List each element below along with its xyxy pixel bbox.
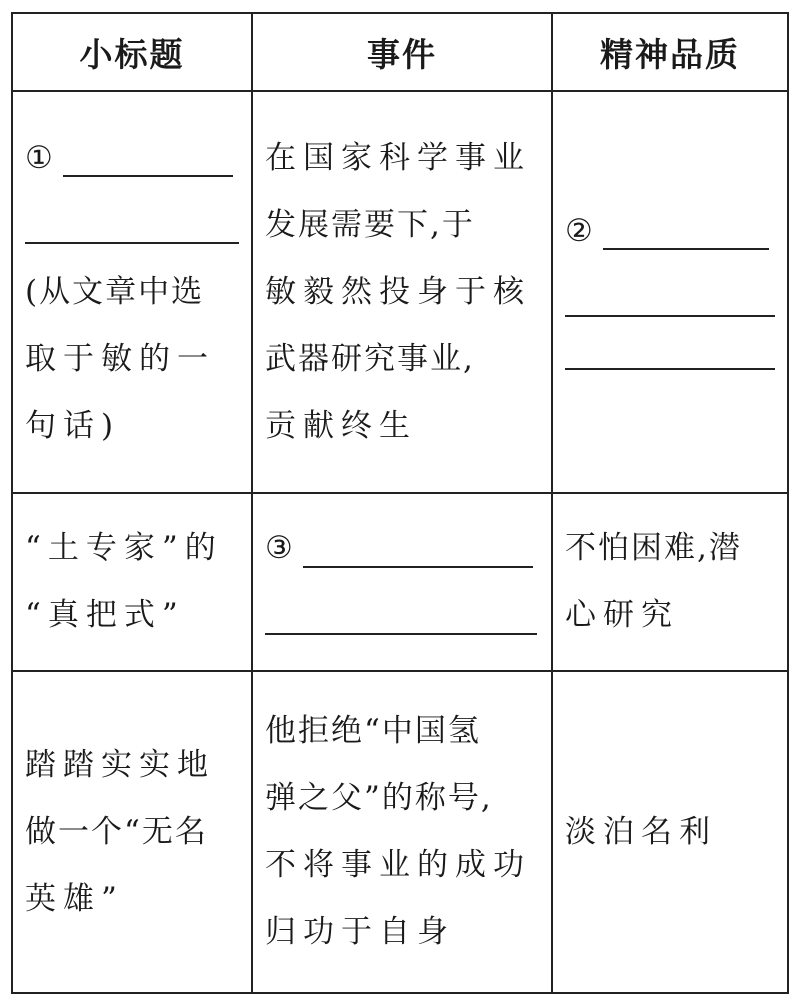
blank-marker: ③	[265, 530, 293, 566]
text-line: 他拒绝“中国氢	[265, 713, 481, 749]
text-line: 发展需要下,于	[265, 206, 475, 243]
header-row	[12, 13, 788, 91]
text-line: 淡泊名利	[565, 813, 717, 850]
text-line: 英雄”	[25, 880, 124, 917]
text-line: 敏毅然投身于核	[265, 273, 531, 310]
answer-line-1	[565, 198, 775, 265]
answer-blank[interactable]	[565, 281, 775, 317]
header-event: 事件	[252, 13, 552, 91]
text-line: “真把式”	[25, 597, 185, 633]
answer-line-1	[265, 515, 539, 582]
text-line: 句话)	[25, 407, 121, 444]
text-line: 取于敏的一	[25, 340, 215, 377]
answer-blank[interactable]	[25, 208, 239, 244]
row1-title-cell	[12, 91, 252, 493]
text-line: 做一个“无名	[25, 813, 208, 850]
row2-quality-cell	[552, 493, 788, 671]
text-line: 不将事业的成功	[265, 847, 531, 883]
header-subtitle: 小标题	[12, 13, 252, 91]
blank-marker: ②	[565, 212, 593, 249]
row1-event-cell	[252, 91, 552, 493]
table-row	[12, 91, 788, 493]
text-line: 贡献终生	[265, 407, 417, 444]
answer-blank[interactable]	[565, 334, 775, 370]
text-line: 归功于自身	[265, 914, 455, 950]
row2-event-cell	[252, 493, 552, 671]
text-line: 不怕困难,潜	[565, 530, 742, 566]
answer-line-1	[25, 125, 239, 192]
answer-line-2	[265, 582, 539, 649]
header-quality: 精神品质	[552, 13, 788, 91]
text-line: 武器研究事业,	[265, 340, 475, 377]
row3-event-cell	[252, 671, 552, 993]
text-line: 在国家科学事业	[265, 139, 531, 176]
table-row	[12, 671, 788, 993]
blank-marker: ①	[25, 139, 53, 176]
text-line: (从文章中选	[25, 273, 205, 310]
worksheet	[11, 12, 787, 992]
text-line: 踏踏实实地	[25, 746, 215, 783]
row2-title-cell	[12, 493, 252, 671]
text-line: “土专家”的	[25, 530, 223, 566]
answer-blank[interactable]	[265, 599, 537, 635]
text-line: 弹之父”的称号,	[265, 780, 493, 816]
row3-quality-cell	[552, 671, 788, 993]
text-line: 心研究	[565, 597, 679, 633]
answer-blank[interactable]	[63, 141, 233, 177]
answer-blank[interactable]	[303, 532, 533, 568]
summary-table	[11, 12, 789, 994]
answer-blank[interactable]	[603, 214, 769, 250]
answer-line-2	[25, 192, 239, 259]
row3-title-cell	[12, 671, 252, 993]
table-row	[12, 493, 788, 671]
row1-quality-cell	[552, 91, 788, 493]
